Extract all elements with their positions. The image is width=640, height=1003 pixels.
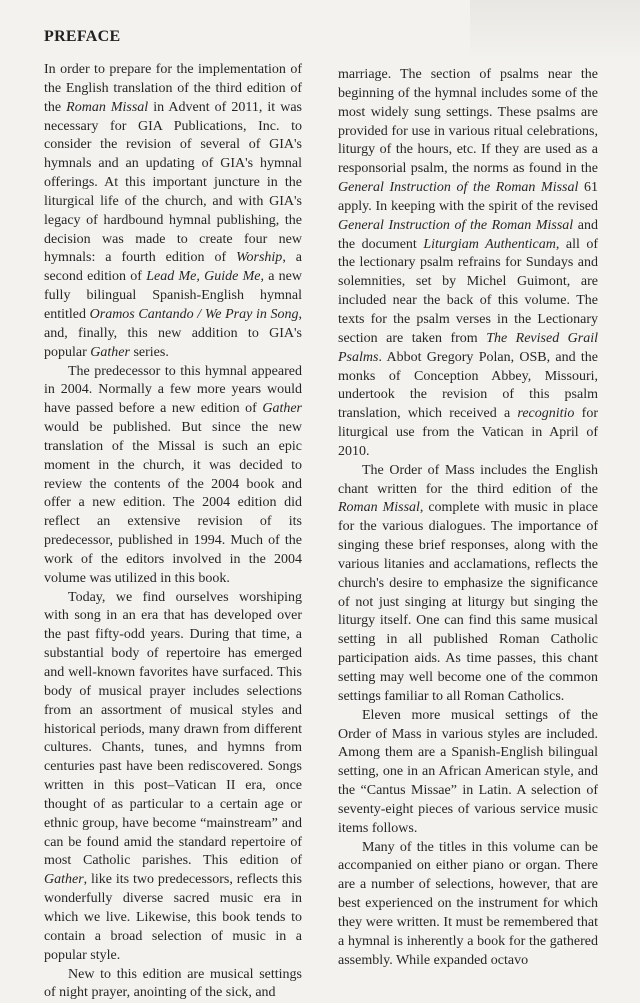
text-run: Eleven more musical settings of the Order of Mass in various styles are included. Among them are a Spanish-English bilingual setting, one in an African American style, and the “Cantus Missae” in Latin. A selection of seventy-eight pieces of various service music items follows.	[338, 708, 598, 836]
show-through-shadow	[470, 0, 640, 60]
text-run: , all of the lectionary psalm refrains for Sundays and solemnities, set by Michel Guimont, are included near the back of this volume. The texts for the psalm verses in the Lectionary section are taken from	[338, 237, 598, 346]
page-title: PREFACE	[44, 28, 120, 46]
text-run: for liturgical use from the Vatican in April of 2010.	[338, 406, 598, 459]
text-run: New to this edition are musical settings of night prayer, anointing of the sick, and	[44, 967, 302, 1001]
text-run: , a second edition of	[44, 250, 302, 284]
left-column	[44, 61, 302, 1003]
italic-text: Liturgiam Authenticam	[423, 237, 556, 252]
italic-text: Lead Me, Guide Me	[146, 269, 260, 284]
italic-text: Oramos Cantando / We Pray in Song	[90, 307, 299, 322]
text-run: series.	[130, 345, 169, 360]
italic-text: recognitio	[517, 406, 574, 421]
paragraph	[44, 966, 302, 1003]
paragraph	[44, 61, 302, 363]
text-run: The Order of Mass includes the English chant written for the third edition of the	[338, 463, 598, 497]
text-run: 61 apply. In keeping with the spirit of the revised	[338, 180, 598, 214]
text-run: and the document	[338, 218, 598, 252]
italic-text: General Instruction of the Roman Missal	[338, 218, 573, 233]
italic-text: Roman Missal	[338, 500, 420, 515]
paragraph	[338, 839, 598, 971]
paragraph	[338, 462, 598, 707]
text-run: , like its two predecessors, reflects this wonderfully diverse sacred music era in which we live. Likewise, this book tends to contain a broad selection of music in a popular style.	[44, 872, 302, 962]
text-run: would be published. But since the new translation of the Missal is such an epic moment in the church, it was decided to review the contents of the 2004 book and offer a new edition. The 2004 edition did reflect an extensive revision of its predecessor, published in 1994. Much of the work of the editors involved in the 2004 volume was utilized in this book.	[44, 420, 302, 586]
text-run: , complete with music in place for the various dialogues. The importance of singing these brief responses, along with the various litanies and acclamations, reflects the church's desire to emphasize the significance of not just singing at liturgy but singing the liturgy itself. One can find this same musical setting in all published Roman Catholic participation aids. As time passes, this chant setting may well become one of the common settings familiar to all Roman Catholics.	[338, 500, 598, 703]
italic-text: Gather	[262, 401, 302, 416]
italic-text: Roman Missal	[66, 100, 148, 115]
text-run: marriage. The section of psalms near the beginning of the hymnal includes some of the most widely sung settings. These psalms are provided for use in various ritual celebrations, liturgy of the hours, etc. If they are used as a responsorial psalm, the norms as found in the	[338, 67, 598, 176]
text-run: in Advent of 2011, it was necessary for GIA Publications, Inc. to consider the revision of several of GIA's hymnals and an updating of GIA's hymnal offerings. At this important juncture in the liturgical life of the church, and with GIA's legacy of hardbound hymnal publishing, the decision was made to create four new hymnals: a fourth edition of	[44, 100, 302, 266]
text-run: , and, finally, this new addition to GIA's popular	[44, 307, 302, 360]
text-run: Many of the titles in this volume can be accompanied on either piano or organ. There are a number of selections, however, that are best experienced on the instrument for which they were written. It must be remembered that a hymnal is inherently a book for the gathered assembly. While expanded octavo	[338, 840, 598, 968]
text-run: In order to prepare for the implementation of the English translation of the third edition of the	[44, 62, 302, 115]
italic-text: Worship	[236, 250, 282, 265]
text-run: Today, we find ourselves worshiping with song in an era that has developed over the past fifty-odd years. During that time, a substantial body of repertoire has emerged and well-known favorites have surfaced. This body of musical prayer includes selections from an assortment of musical styles and historical periods, many drawn from different cultures. Chants, tunes, and hymns from centuries past have been rediscovered. Songs written in this post–Vatican II era, once thought of as particular to a certain age or ethnic group, have become “mainstream” and can be found amid the standard repertoire of most Catholic parishes. This edition of	[44, 590, 302, 869]
italic-text: Gather	[90, 345, 130, 360]
paragraph	[338, 66, 598, 462]
italic-text: The Revised Grail Psalms	[338, 331, 598, 365]
right-column	[338, 66, 598, 971]
paragraph	[44, 363, 302, 589]
text-run: . Abbot Gregory Polan, OSB, and the monks of Conception Abbey, Missouri, undertook the revision of this psalm translation, which received a	[338, 350, 598, 422]
text-run: The predecessor to this hymnal appeared in 2004. Normally a few more years would have passed before a new edition of	[44, 364, 302, 417]
paragraph	[44, 589, 302, 966]
italic-text: Gather	[44, 872, 84, 887]
paragraph	[338, 707, 598, 839]
text-run: , a new fully bilingual Spanish-English hymnal entitled	[44, 269, 302, 322]
italic-text: General Instruction of the Roman Missal	[338, 180, 578, 195]
